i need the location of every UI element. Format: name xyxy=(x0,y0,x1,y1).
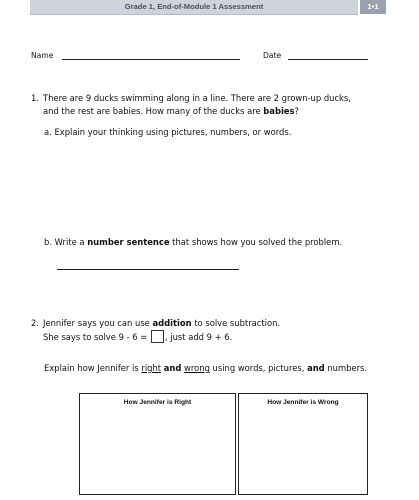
problem-2-line-2-end: , just add 9 + 6. xyxy=(164,332,233,342)
problem-2-number: 2. xyxy=(31,318,39,328)
name-field[interactable] xyxy=(31,51,240,60)
problem-2-keyword: addition xyxy=(152,318,192,328)
date-label: Date xyxy=(263,51,282,60)
number-sentence-answer-line[interactable] xyxy=(57,269,239,270)
problem-1b-keyword: number sentence xyxy=(87,237,170,247)
explain-and-2: and xyxy=(307,363,325,373)
explain-prompt xyxy=(44,362,367,375)
how-jennifer-is-wrong-box[interactable] xyxy=(238,393,368,495)
problem-2 xyxy=(31,317,281,342)
explain-middle: using words, pictures, xyxy=(209,363,308,373)
problem-1-line-2-start: and the rest are babies. How many of the ducks are xyxy=(43,106,264,116)
unknown-box xyxy=(151,330,164,343)
problem-2-text xyxy=(43,317,280,344)
header-title: Grade 1, End-of-Module 1 Assessment xyxy=(124,2,264,11)
name-line[interactable] xyxy=(62,51,240,60)
explain-start: Explain how Jennifer is xyxy=(44,363,142,373)
name-label: Name xyxy=(31,51,54,60)
problem-2-line-1-end: to solve subtraction. xyxy=(191,318,281,328)
problem-1-text xyxy=(43,92,351,118)
date-field[interactable] xyxy=(263,51,368,60)
problem-2-line-1 xyxy=(43,317,280,330)
problem-1b-end: that shows how you solved the problem. xyxy=(169,237,343,247)
problem-1b xyxy=(44,236,342,249)
how-jennifer-is-right-box[interactable] xyxy=(79,393,236,495)
problem-2-line-2 xyxy=(43,330,280,344)
explain-and-1: and xyxy=(163,363,182,373)
problem-1 xyxy=(31,92,351,116)
module-badge: 1•1 xyxy=(360,0,386,14)
right-box-title: How Jennifer is Right xyxy=(123,399,192,406)
explain-wrong-word: wrong xyxy=(184,363,210,373)
explain-end: numbers. xyxy=(324,363,368,373)
problem-2-line-1-start: Jennifer says you can use xyxy=(43,318,153,328)
problem-2-line-2-start: She says to solve 9 - 6 = xyxy=(43,332,150,342)
problem-1b-start: b. Write a xyxy=(44,237,88,247)
explain-right-word: right xyxy=(141,363,162,373)
problem-1-line-1: There are 9 ducks swimming along in a line. There are 2 grown-up ducks, xyxy=(43,93,351,103)
header-bar xyxy=(30,0,358,15)
problem-1-line-2-end: ? xyxy=(294,106,299,116)
problem-1-keyword: babies xyxy=(263,106,295,116)
date-line[interactable] xyxy=(288,51,368,60)
problem-1-line-2 xyxy=(43,105,351,118)
wrong-box-title: How Jennifer is Wrong xyxy=(267,399,339,406)
problem-1-number: 1. xyxy=(31,93,39,103)
problem-1a: a. Explain your thinking using pictures, numbers, or words. xyxy=(44,127,292,137)
